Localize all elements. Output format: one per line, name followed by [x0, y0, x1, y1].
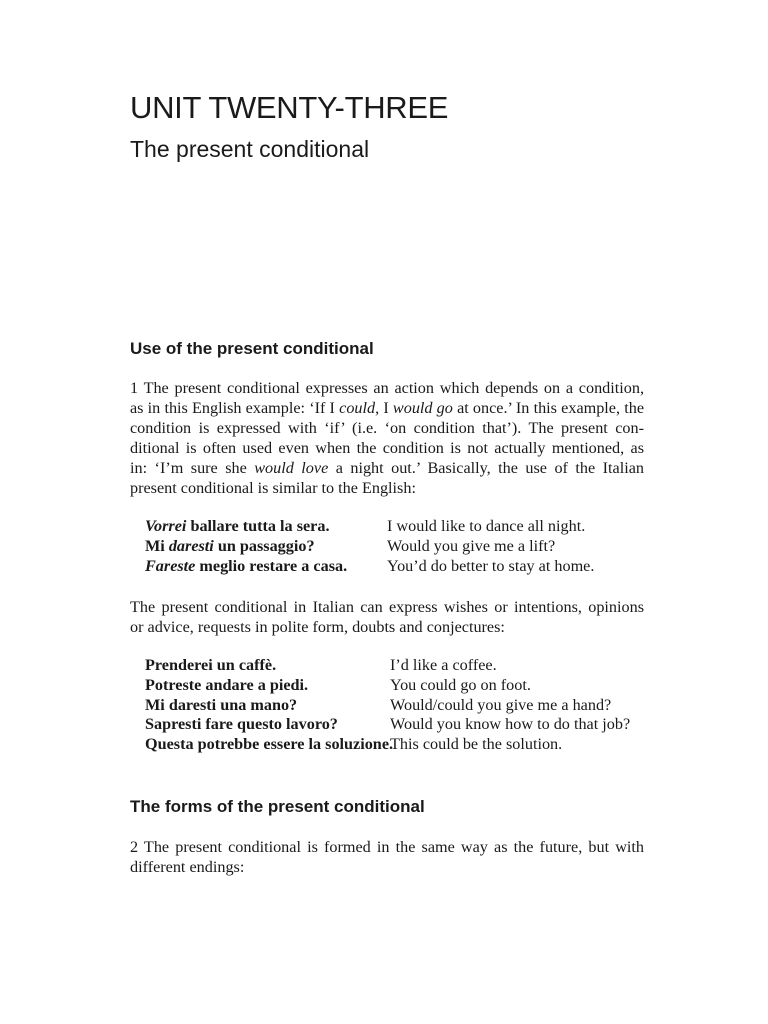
paragraph-line	[130, 438, 644, 458]
text-run: a night out.’ Basically, the use of the Italian	[328, 459, 644, 477]
italic-text: would go	[392, 399, 453, 417]
english-translation: You’d do better to stay at home.	[387, 556, 595, 575]
examples-table-2	[145, 656, 630, 755]
section-heading-forms: The forms of the present conditional	[130, 797, 425, 816]
italian-example	[145, 656, 390, 676]
italian-example	[145, 537, 387, 557]
text-run: Mi daresti una mano?	[145, 695, 298, 714]
english-translation: Would you give me a lift?	[387, 536, 556, 555]
text-run: different endings:	[130, 858, 245, 876]
paragraph-use-of-conditional	[130, 378, 644, 498]
english-translation: I’d like a coffee.	[390, 656, 497, 674]
paragraph-line	[130, 378, 644, 398]
example-row	[145, 715, 630, 735]
example-row	[145, 696, 630, 716]
text-run: 1 The present conditional expresses an action which depends on a condition,	[130, 379, 644, 397]
italian-example	[145, 735, 394, 755]
example-row	[145, 557, 594, 577]
text-run: present conditional is similar to the English:	[130, 479, 416, 497]
text-run: Sapresti fare questo lavoro?	[145, 715, 338, 734]
paragraph-line	[130, 837, 644, 857]
paragraph-wishes-intentions	[130, 597, 644, 637]
unit-title: UNIT TWENTY-THREE	[130, 90, 449, 125]
paragraph-line	[130, 617, 644, 637]
paragraph-forms	[130, 837, 644, 877]
paragraph-line	[130, 458, 644, 478]
paragraph-line	[130, 857, 644, 877]
text-run: in: ‘I’m sure she	[130, 459, 255, 477]
english-translation: This could be the solution.	[390, 735, 563, 754]
italian-example	[145, 517, 387, 537]
text-run: ditional is often used even when the condition is not actually mentioned, as	[130, 439, 644, 457]
italic-text: could	[339, 399, 376, 417]
example-row	[145, 656, 630, 676]
paragraph-line	[130, 418, 644, 438]
english-translation: You could go on foot.	[390, 675, 531, 694]
section-heading-use: Use of the present conditional	[130, 339, 374, 358]
text-run: condition is expressed with ‘if’ (i.e. ‘on condition that’). The present con-	[130, 419, 644, 437]
text-run: un passaggio?	[213, 536, 315, 555]
paragraph-line	[130, 398, 644, 418]
english-translation: I would like to dance all night.	[387, 517, 586, 535]
text-run: at once.’ In this example, the	[452, 399, 644, 417]
example-row	[145, 537, 594, 557]
example-row	[145, 517, 594, 537]
text-run: The present conditional in Italian can express wishes or intentions, opinions	[130, 598, 644, 616]
italian-example	[145, 557, 387, 577]
italic-text: Fareste	[145, 556, 196, 575]
paragraph-line	[130, 478, 644, 498]
english-translation: Would you know how to do that job?	[390, 715, 631, 734]
paragraph-line	[130, 597, 644, 617]
text-run: , I	[375, 399, 393, 417]
italic-text: would love	[254, 459, 329, 477]
english-translation: Would/could you give me a hand?	[390, 695, 612, 714]
italian-example	[145, 715, 390, 735]
text-run: as in this English example: ‘If I	[130, 399, 340, 417]
italian-example	[145, 696, 390, 716]
text-run: Questa potrebbe essere la soluzione.	[145, 735, 394, 754]
example-row	[145, 676, 630, 696]
text-run: meglio restare a casa.	[195, 556, 348, 575]
italic-text: Vorrei	[145, 517, 187, 535]
unit-subtitle: The present conditional	[130, 136, 370, 162]
italic-text: daresti	[168, 536, 214, 555]
text-run: or advice, requests in polite form, doubts and conjectures:	[130, 618, 505, 636]
examples-table-1	[145, 517, 594, 576]
text-run: 2 The present conditional is formed in the same way as the future, but with	[130, 838, 644, 856]
text-run: ballare tutta la sera.	[186, 517, 330, 535]
italian-example	[145, 676, 390, 696]
text-run: Potreste andare a piedi.	[145, 675, 309, 694]
text-run: Prenderei un caffè.	[145, 656, 277, 674]
example-row	[145, 735, 630, 755]
text-run: Mi	[145, 536, 169, 555]
